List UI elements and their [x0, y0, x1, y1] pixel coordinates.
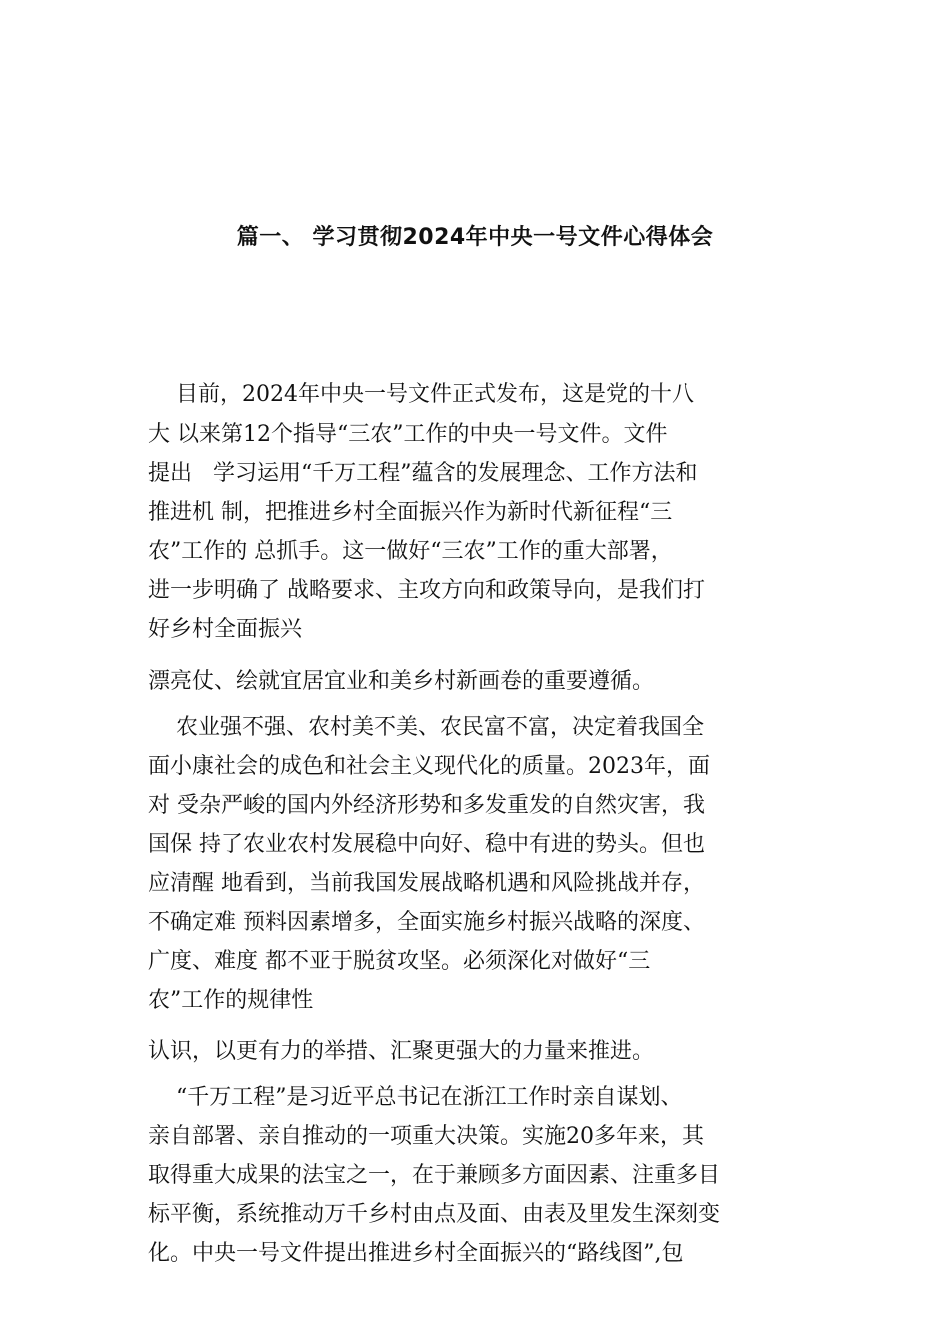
body-line: 面小康社会的成色和社会主义现代化的质量。2023年，面 [148, 754, 710, 779]
body-line: 取得重大成果的法宝之一，在于兼顾多方面因素、注重多目 [148, 1163, 721, 1188]
body-line: 化。中央一号文件提出推进乡村全面振兴的“路线图”,包 [148, 1241, 684, 1266]
body-line: 不确定难 预料因素增多，全面实施乡村振兴战略的深度、 [148, 910, 705, 935]
body-line: 农”工作的 总抓手。这一做好“三农”工作的重大部署， [148, 539, 673, 564]
body-line: 推进机 制，把推进乡村全面振兴作为新时代新征程“三 [148, 500, 673, 525]
body-line: 目前，2024年中央一号文件正式发布，这是党的十八 [148, 382, 694, 407]
body-line: 进一步明确了 战略要求、主攻方向和政策导向，是我们打 [148, 578, 705, 603]
body-line: 提出 学习运用“千万工程”蕴含的发展理念、工作方法和 [148, 461, 698, 486]
body-line: 广度、难度 都不亚于脱贫攻坚。必须深化对做好“三 [148, 949, 651, 974]
document-title: 篇一、 学习贯彻2024年中央一号文件心得体会 [236, 225, 714, 250]
body-line: 农”工作的规律性 [148, 988, 314, 1013]
body-line: 农业强不强、农村美不美、农民富不富，决定着我国全 [148, 715, 704, 740]
body-line: 大 以来第12个指导“三农”工作的中央一号文件。文件 [148, 422, 668, 447]
body-line: 亲自部署、亲自推动的一项重大决策。实施20多年来，其 [148, 1124, 704, 1149]
body-line: 对 受杂严峻的国内外经济形势和多发重发的自然灾害，我 [148, 793, 705, 818]
body-line: 应清醒 地看到，当前我国发展战略机遇和风险挑战并存， [148, 871, 705, 896]
body-line: 认识，以更有力的举措、汇聚更强大的力量来推进。 [148, 1039, 655, 1064]
body-line: “千万工程”是习近平总书记在浙江工作时亲自谋划、 [148, 1085, 683, 1110]
body-line: 漂亮仗、绘就宜居宜业和美乡村新画卷的重要遵循。 [148, 669, 655, 694]
body-line: 国保 持了农业农村发展稳中向好、稳中有进的势头。但也 [148, 832, 705, 857]
body-line: 好乡村全面振兴 [148, 617, 303, 642]
body-line: 标平衡，系统推动万千乡村由点及面、由表及里发生深刻变 [148, 1202, 721, 1227]
